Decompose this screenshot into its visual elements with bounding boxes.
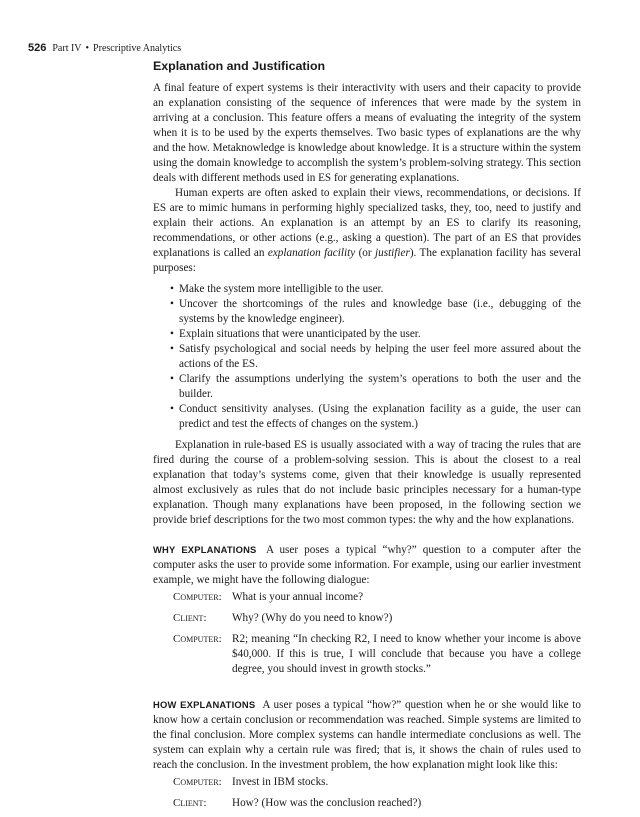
- separator-bullet: •: [85, 43, 90, 54]
- how-explanations-heading: HOW EXPLANATIONS: [153, 699, 256, 710]
- paragraph-intro: A final feature of expert systems is their interactivity with users and their capacity to provide an explanation consisting of the sequence of inferences that were made by the system in arriving at a conclusion. This feature offers a means of evaluating the integrity of the system when it is to be used by the experts themselves. Two basic types of explanations are the why and the how. Metaknowledge is knowledge about knowledge. It is a structure within the system using the domain knowledge to accomplish the system’s problem-solving strategy. This section deals with different methods used in ES for generating explanations.: [153, 82, 581, 184]
- why-dialogue: [173, 590, 581, 677]
- speaker-label: Client:: [173, 612, 207, 624]
- term-explanation-facility: explanation facility: [267, 247, 356, 259]
- dialogue-text: Invest in IBM stocks.: [232, 776, 329, 788]
- page-body: [153, 58, 581, 817]
- how-dialogue: [173, 775, 581, 811]
- speaker-label: Computer:: [173, 633, 222, 645]
- paragraph-purposes-text-a: Human experts are often asked to explain their views, recommendations, or decisions. If ES are to mimic humans in performing highly specialized tasks, they, too, need to justify and explain their actions. An explanation is an attempt by an ES to clarify its reasoning, recommendations, or other actions (e.g., asking a question). The part of an ES that provides explanations is called an: [153, 187, 581, 259]
- how-explanations-paragraph: [153, 697, 581, 773]
- list-item: • Conduct sensitivity analyses. (Using the explanation facility as a guide, the user can predict and test the effects of changes on the system.): [179, 402, 581, 432]
- paragraph-rule-tracing: Explanation in rule-based ES is usually associated with a way of tracing the rules that are fired during the course of a problem-solving session. This is about the closest to a real explanation that today’s systems come, given that their knowledge is usually represented almost exclusively as rules that do not include basic principles necessary for a human-type explanation. Though many explanations have been proposed, in the following section we provide brief descriptions for the two most common types: the why and the how explanations.: [153, 439, 581, 526]
- list-item: • Make the system more intelligible to the user.: [179, 282, 581, 297]
- term-justifier: justifier: [375, 247, 410, 259]
- dialogue-text: Why? (Why do you need to know?): [232, 612, 393, 624]
- why-explanations-heading: WHY EXPLANATIONS: [153, 544, 257, 555]
- why-explanations-paragraph: [153, 542, 581, 588]
- paragraph-purposes-text-c: ). The explanation facility has several purposes:: [153, 247, 581, 274]
- dialogue-text: How? (How was the conclusion reached?): [232, 797, 422, 809]
- speaker-label: Computer:: [173, 591, 222, 603]
- list-item: • Uncover the shortcomings of the rules and knowledge base (i.e., debugging of the systems by the knowledge engineer).: [179, 297, 581, 327]
- list-item: • Clarify the assumptions underlying the system’s operations to both the user and the builder.: [179, 372, 581, 402]
- dialogue-row: [173, 590, 581, 605]
- how-explanations-text: A user poses a typical “how?” question when he or she would like to know how a certain conclusion or recommendation was reached. Simple systems are limited to the final conclusion. More complex systems can handle intermediate conclusions as well. The system can explain why a certain rule was fired; that is, it shows the chain of rules used to reach the conclusion. In the investment problem, the how explanation might look like this:: [153, 699, 582, 771]
- speaker-label: Client:: [173, 797, 207, 809]
- paragraph-purposes-text-b: (or: [355, 247, 376, 259]
- why-explanations-text: A user poses a typical “why?” question to a computer after the computer asks the user to provide some information. For example, using our earlier investment example, we might have the following dialogue:: [153, 544, 581, 586]
- section-title: Explanation and Justification: [153, 59, 326, 73]
- chapter-label: Prescriptive Analytics: [93, 43, 182, 54]
- dialogue-row: [173, 796, 581, 811]
- purposes-list: [153, 282, 581, 432]
- list-item: • Satisfy psychological and social needs by helping the user feel more assured about the actions of the ES.: [179, 342, 581, 372]
- dialogue-text: R2; meaning “In checking R2, I need to know whether your income is above $40,000. If this is true, I will conclude that because you have a college degree, you should invest in growth stocks.”: [232, 633, 581, 675]
- dialogue-row: [173, 775, 581, 790]
- paragraph-purposes: [153, 186, 581, 276]
- running-head: [28, 42, 181, 55]
- dialogue-row: [173, 611, 581, 626]
- speaker-label: Computer:: [173, 776, 222, 788]
- part-label: Part IV: [52, 43, 82, 54]
- dialogue-row: [173, 632, 581, 677]
- page-number: 526: [28, 42, 47, 54]
- dialogue-text: What is your annual income?: [232, 591, 364, 603]
- list-item: • Explain situations that were unanticipated by the user.: [179, 327, 581, 342]
